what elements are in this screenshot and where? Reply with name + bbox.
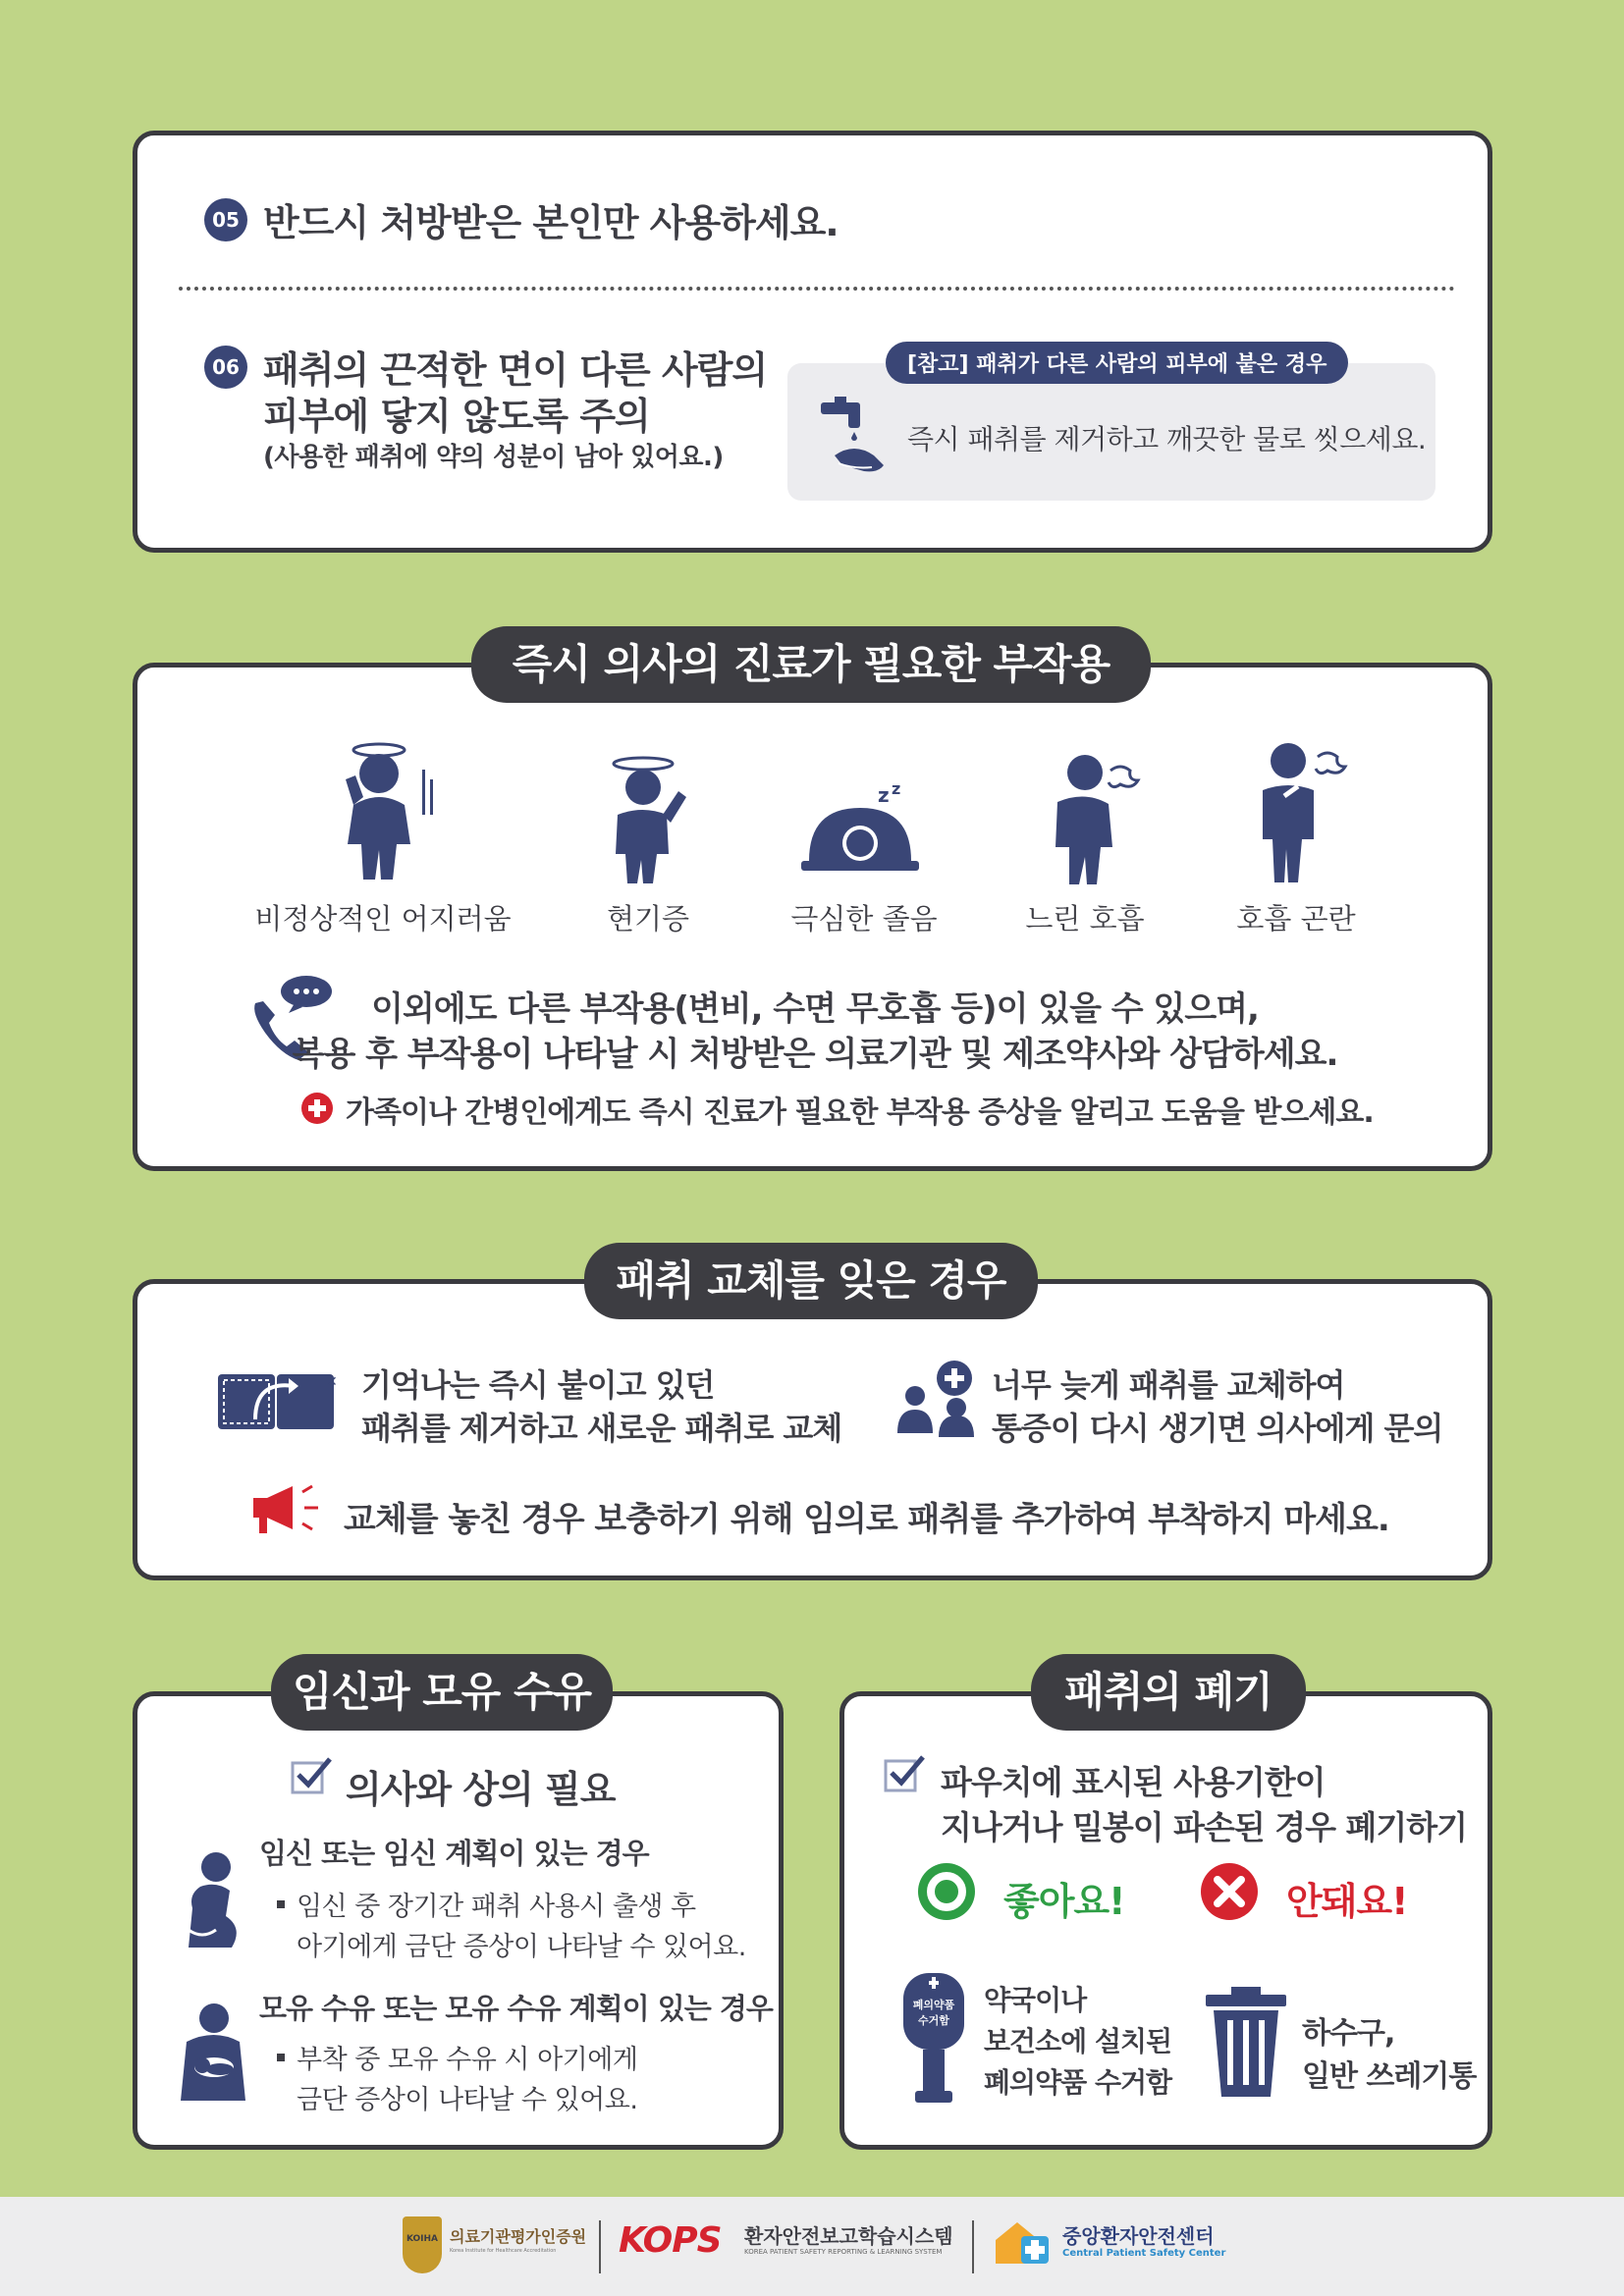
dotted-divider — [179, 287, 1455, 291]
breastfeeding-icon — [177, 2002, 249, 2107]
item-number-badge: 06 — [204, 346, 247, 389]
dizzy-person-icon — [332, 736, 440, 883]
pregnancy-line1: 임신 중 장기간 패취 사용시 출생 후 — [297, 1892, 696, 1922]
missed-replacement-title: 패취 교체를 잊은 경우 — [584, 1243, 1038, 1319]
pregnant-woman-icon — [183, 1851, 242, 1959]
consult-line2: 복용 후 부작용이 나타날 시 처방받은 의료기관 및 제조약사와 상담하세요. — [292, 1035, 1338, 1074]
pregnancy-title: 임신과 모유 수유 — [271, 1654, 613, 1731]
red-cross-icon — [300, 1092, 334, 1125]
bad-place-line2: 일반 쓰레기통 — [1302, 2059, 1477, 2094]
org3-name: 중앙환자안전센터 — [1062, 2224, 1215, 2248]
good-circle-icon — [917, 1862, 976, 1921]
org1-sub: Korea Institute for Healthcare Accreditation — [450, 2248, 557, 2254]
doctor-consult-icon — [893, 1357, 984, 1439]
reference-box — [787, 352, 1435, 501]
good-label: 좋아요! — [1003, 1880, 1125, 1923]
svg-text:✕: ✕ — [326, 1374, 338, 1390]
symptom-label: 비정상적인 어지러움 — [254, 902, 512, 935]
nursing-line2: 금단 증상이 나타날 수 있어요. — [297, 2085, 638, 2115]
trash-can-icon — [1204, 1985, 1288, 2099]
pregnancy-case-title: 임신 또는 임신 계획이 있는 경우 — [259, 1837, 649, 1870]
missed-left-line2: 패취를 제거하고 새로운 패취로 교체 — [361, 1410, 842, 1447]
nursing-line1: 부착 중 모유 수유 시 아기에게 — [297, 2045, 638, 2075]
item-number-badge: 05 — [204, 198, 247, 241]
consult-line1: 이외에도 다른 부작용(변비, 수면 무호흡 등)이 있을 수 있으며, — [371, 989, 1259, 1029]
symptom-label: 극심한 졸음 — [790, 902, 938, 935]
nursing-case-title: 모유 수유 또는 모유 수유 계획이 있는 경우 — [259, 1992, 773, 2025]
missed-right-line2: 통증이 다시 생기면 의사에게 문의 — [992, 1410, 1443, 1447]
breathing-difficulty-icon — [1245, 741, 1353, 888]
vertigo-person-icon — [594, 754, 692, 886]
symptom-label: 호흡 곤란 — [1236, 902, 1356, 935]
bullet-square — [277, 2054, 285, 2061]
koiha-logo-mark: KOIHA — [406, 2234, 439, 2244]
org2-sub: KOREA PATIENT SAFETY REPORTING & LEARNING SYSTEM — [744, 2248, 943, 2256]
pregnancy-line2: 아기에게 금단 증상이 나타날 수 있어요. — [297, 1932, 746, 1962]
medicine-collection-bin-icon — [901, 1971, 966, 2109]
footer — [0, 2197, 1624, 2296]
disposal-title: 패취의 폐기 — [1031, 1654, 1306, 1731]
reference-badge: [참고] 패취가 다른 사람의 피부에 붙은 경우 — [886, 342, 1348, 384]
faucet-hands-icon — [815, 395, 893, 483]
family-note: 가족이나 간병인에게도 즉시 진료가 필요한 부작용 증상을 알리고 도움을 받으세요. — [346, 1095, 1374, 1130]
item-06-line2: 피부에 닿지 않도록 주의 — [263, 395, 650, 438]
footer-divider — [599, 2220, 601, 2273]
koiha-logo — [403, 2216, 442, 2273]
disposal-check-line2: 지나거나 밀봉이 파손된 경우 폐기하기 — [941, 1808, 1468, 1846]
svg-text:z: z — [892, 780, 901, 798]
missed-left-line1: 기억나는 즉시 붙이고 있던 — [361, 1366, 715, 1404]
good-place-line1: 약국이나 — [984, 1984, 1087, 2016]
item-06-note: (사용한 패취에 약의 성분이 남아 있어요.) — [263, 443, 724, 472]
card-usage-precautions — [133, 131, 1492, 553]
bad-x-icon — [1200, 1862, 1259, 1921]
symptom-label: 느린 호흡 — [1025, 902, 1145, 935]
reference-text: 즉시 패취를 제거하고 깨끗한 물로 씻으세요. — [907, 423, 1427, 455]
megaphone-icon — [249, 1484, 328, 1535]
good-place-line3: 폐의약품 수거함 — [984, 2066, 1172, 2099]
bin-label-line1: 폐의약품 — [912, 1999, 955, 2011]
svg-text:z: z — [878, 783, 890, 807]
side-effects-title: 즉시 의사의 진료가 필요한 부작용 — [471, 626, 1151, 703]
kops-logo: KOPS — [619, 2220, 722, 2261]
org3-sub: Central Patient Safety Center — [1062, 2248, 1226, 2259]
org1-name: 의료기관평가인증원 — [450, 2227, 587, 2246]
good-place-line2: 보건소에 설치된 — [984, 2025, 1172, 2057]
org2-name: 환자안전보고학습시스템 — [744, 2224, 953, 2248]
bad-place-line1: 하수구, — [1302, 2016, 1395, 2051]
bad-label: 안돼요! — [1286, 1880, 1408, 1923]
sleeping-person-icon — [797, 780, 925, 879]
checkmark-icon — [884, 1753, 927, 1792]
symptom-label: 현기증 — [606, 902, 690, 935]
checkmark-icon — [291, 1755, 334, 1794]
consult-doctor-check: 의사와 상의 필요 — [346, 1768, 616, 1811]
footer-divider — [972, 2220, 974, 2273]
missed-warning: 교체를 놓친 경우 보충하기 위해 임의로 패취를 추가하여 부착하지 마세요. — [344, 1500, 1389, 1539]
slow-breathing-icon — [1036, 751, 1144, 888]
cpsc-house-icon — [992, 2218, 1053, 2266]
disposal-check-line1: 파우치에 표시된 사용기한이 — [941, 1763, 1326, 1801]
missed-right-line1: 너무 늦게 패취를 교체하여 — [992, 1366, 1345, 1404]
bullet-square — [277, 1900, 285, 1908]
patch-replace-icon — [216, 1372, 344, 1433]
item-06-line1: 패취의 끈적한 면이 다른 사람의 — [263, 348, 768, 392]
item-05-text: 반드시 처방받은 본인만 사용하세요. — [263, 201, 839, 244]
bin-label-line2: 수거함 — [918, 2014, 949, 2027]
